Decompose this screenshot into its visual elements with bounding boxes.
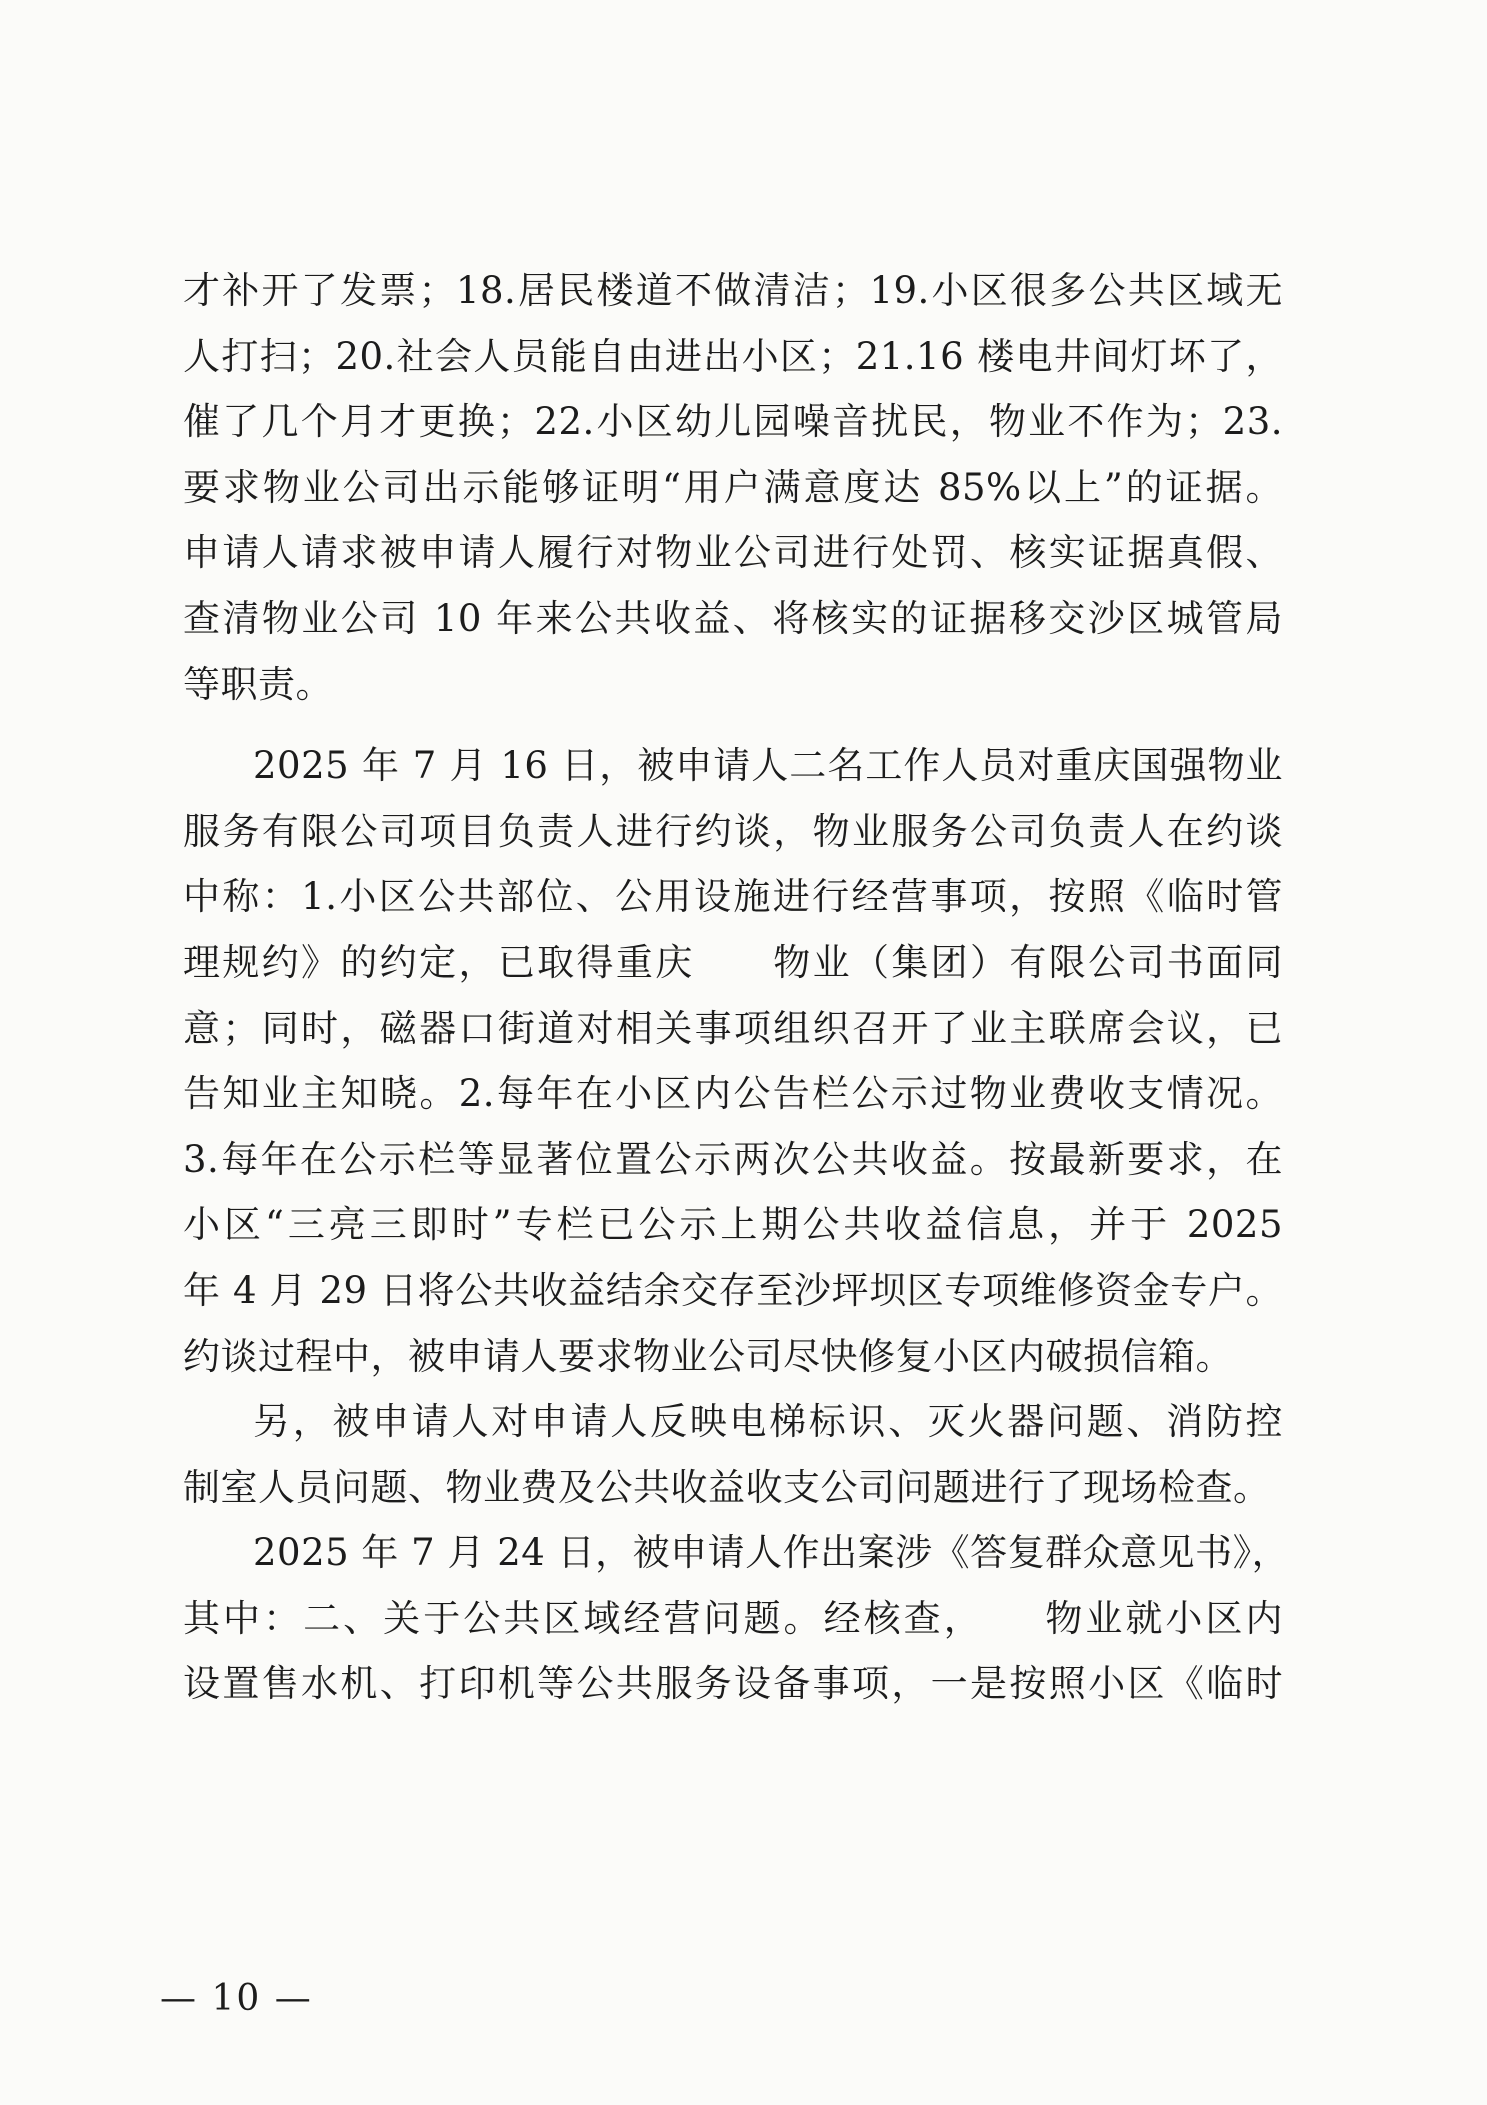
- text-line: 服务有限公司项目负责人进行约谈，物业服务公司负责人在约谈: [183, 809, 1283, 853]
- text-line: 等职责。: [183, 662, 333, 706]
- text-line: 人打扫；20.社会人员能自由进出小区；21.16 楼电井间灯坏了，: [183, 334, 1283, 378]
- text-line: 其中：二、关于公共区域经营问题。经核查， 物业就小区内: [183, 1596, 1283, 1640]
- text-line: 申请人请求被申请人履行对物业公司进行处罚、核实证据真假、: [183, 531, 1283, 575]
- text-line: 2025 年 7 月 24 日，被申请人作出案涉《答复群众意见书》，: [253, 1531, 1290, 1575]
- paragraph-4: [183, 1520, 1290, 1717]
- text-line: 约谈过程中，被申请人要求物业公司尽快修复小区内破损信箱。: [183, 1334, 1233, 1378]
- body-text: [183, 258, 1290, 1717]
- paragraph-1: [183, 258, 1283, 717]
- paragraph-3: [183, 1389, 1283, 1520]
- page-number: — 10 —: [160, 1978, 313, 2019]
- text-line: 年 4 月 29 日将公共收益结余交存至沙坪坝区专项维修资金专户。: [183, 1268, 1283, 1312]
- text-line: 设置售水机、打印机等公共服务设备事项，一是按照小区《临时: [183, 1662, 1283, 1706]
- text-line: 中称：1.小区公共部位、公用设施进行经营事项，按照《临时管: [183, 875, 1283, 919]
- text-line: 另，被申请人对申请人反映电梯标识、灭火器问题、消防控: [253, 1400, 1283, 1444]
- text-line: 小区“三亮三即时”专栏已公示上期公共收益信息，并于 2025: [183, 1203, 1283, 1247]
- text-line: 查清物业公司 10 年来公共收益、将核实的证据移交沙区城管局: [183, 596, 1283, 640]
- paragraph-2: [183, 733, 1283, 1389]
- text-line: 才补开了发票；18.居民楼道不做清洁；19.小区很多公共区域无: [183, 269, 1283, 312]
- text-line: 催了几个月才更换；22.小区幼儿园噪音扰民，物业不作为；23.: [183, 400, 1283, 444]
- text-line: 意；同时，磁器口街道对相关事项组织召开了业主联席会议，已: [183, 1006, 1283, 1050]
- text-line: 要求物业公司出示能够证明“用户满意度达 85%以上”的证据。: [183, 465, 1283, 509]
- text-line: 2025 年 7 月 16 日，被申请人二名工作人员对重庆国强物业: [253, 744, 1283, 788]
- text-line: 告知业主知晓。2.每年在小区内公告栏公示过物业费收支情况。: [183, 1072, 1283, 1116]
- text-line: 理规约》的约定，已取得重庆 物业（集团）有限公司书面同: [183, 940, 1283, 984]
- text-line: 制室人员问题、物业费及公共收益收支公司问题进行了现场检查。: [183, 1465, 1271, 1509]
- text-line: 3.每年在公示栏等显著位置公示两次公共收益。按最新要求，在: [183, 1137, 1283, 1181]
